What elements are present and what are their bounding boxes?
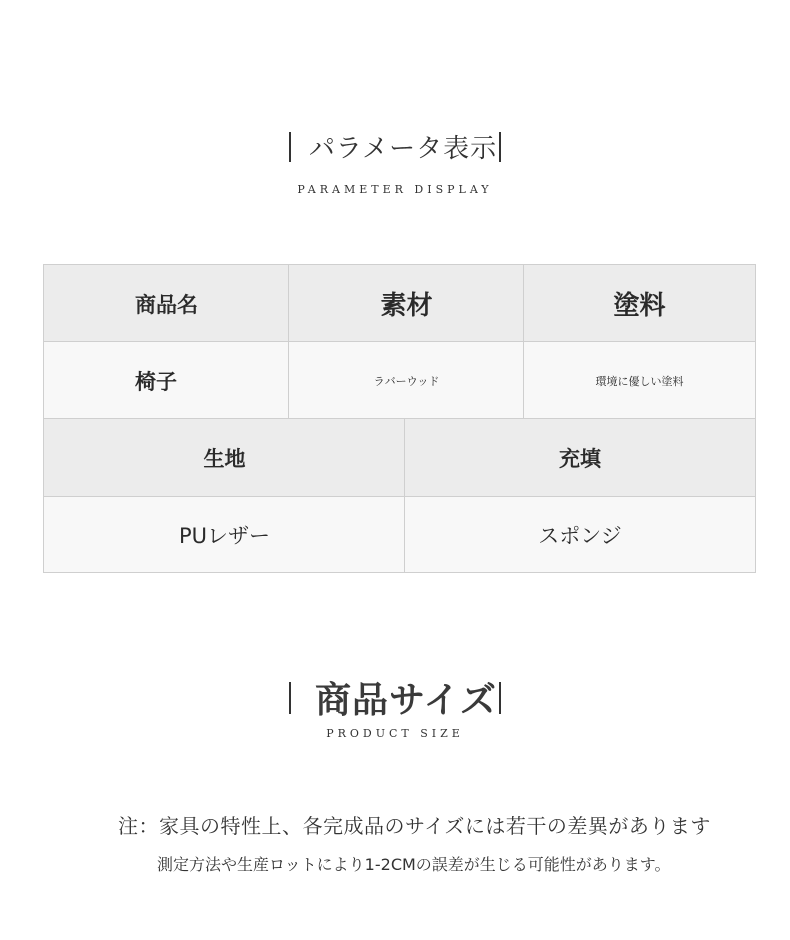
value-cell-product-name (44, 342, 289, 419)
table-divider-h2 (44, 418, 755, 419)
title-left-bar (289, 132, 291, 162)
parameter-section-title (0, 128, 790, 166)
value-product-name: 椅子 (135, 369, 177, 394)
header-product-name: 商品名 (135, 292, 198, 317)
parameter-table (43, 264, 756, 573)
table-divider-h1 (44, 341, 755, 342)
value-filling: スポンジ (538, 523, 622, 548)
title-left-bar (289, 682, 291, 714)
table-divider-v1 (288, 265, 289, 419)
value-cell-fabric (44, 497, 405, 572)
header-fabric: 生地 (203, 447, 246, 471)
header-cell-product-name (44, 265, 289, 342)
value-cell-paint (524, 342, 755, 419)
header-material: 素材 (380, 291, 433, 321)
parameter-subtitle: PARAMETER DISPLAY (297, 183, 493, 196)
size-note-line-2: 測定方法や生産ロットにより1-2CMの誤差が生じる可能性があります。 (157, 855, 671, 874)
table-divider-h3 (44, 496, 755, 497)
header-paint: 塗料 (613, 291, 666, 321)
header-cell-material (289, 265, 524, 342)
table-divider-v2 (523, 265, 524, 419)
value-cell-material (289, 342, 524, 419)
size-section-title (0, 672, 790, 723)
table-divider-v3 (404, 419, 405, 572)
value-cell-filling (405, 497, 755, 572)
title-right-bar (499, 682, 501, 714)
size-subtitle: PRODUCT SIZE (326, 727, 464, 740)
size-title-text: 商品サイズ (314, 680, 498, 721)
value-fabric: PUレザー (178, 523, 271, 548)
value-paint: 環境に優しい塗料 (595, 374, 684, 388)
header-filling: 充填 (559, 447, 601, 471)
title-right-bar (499, 132, 501, 162)
value-material: ラバーウッド (373, 374, 440, 388)
parameter-title-text: パラメータ表示 (308, 134, 498, 164)
header-cell-filling (405, 419, 755, 497)
header-cell-fabric (44, 419, 405, 497)
header-cell-paint (524, 265, 755, 342)
size-note-line-1: 注：家具の特性上、各完成品のサイズには若干の差異があります (118, 814, 711, 838)
